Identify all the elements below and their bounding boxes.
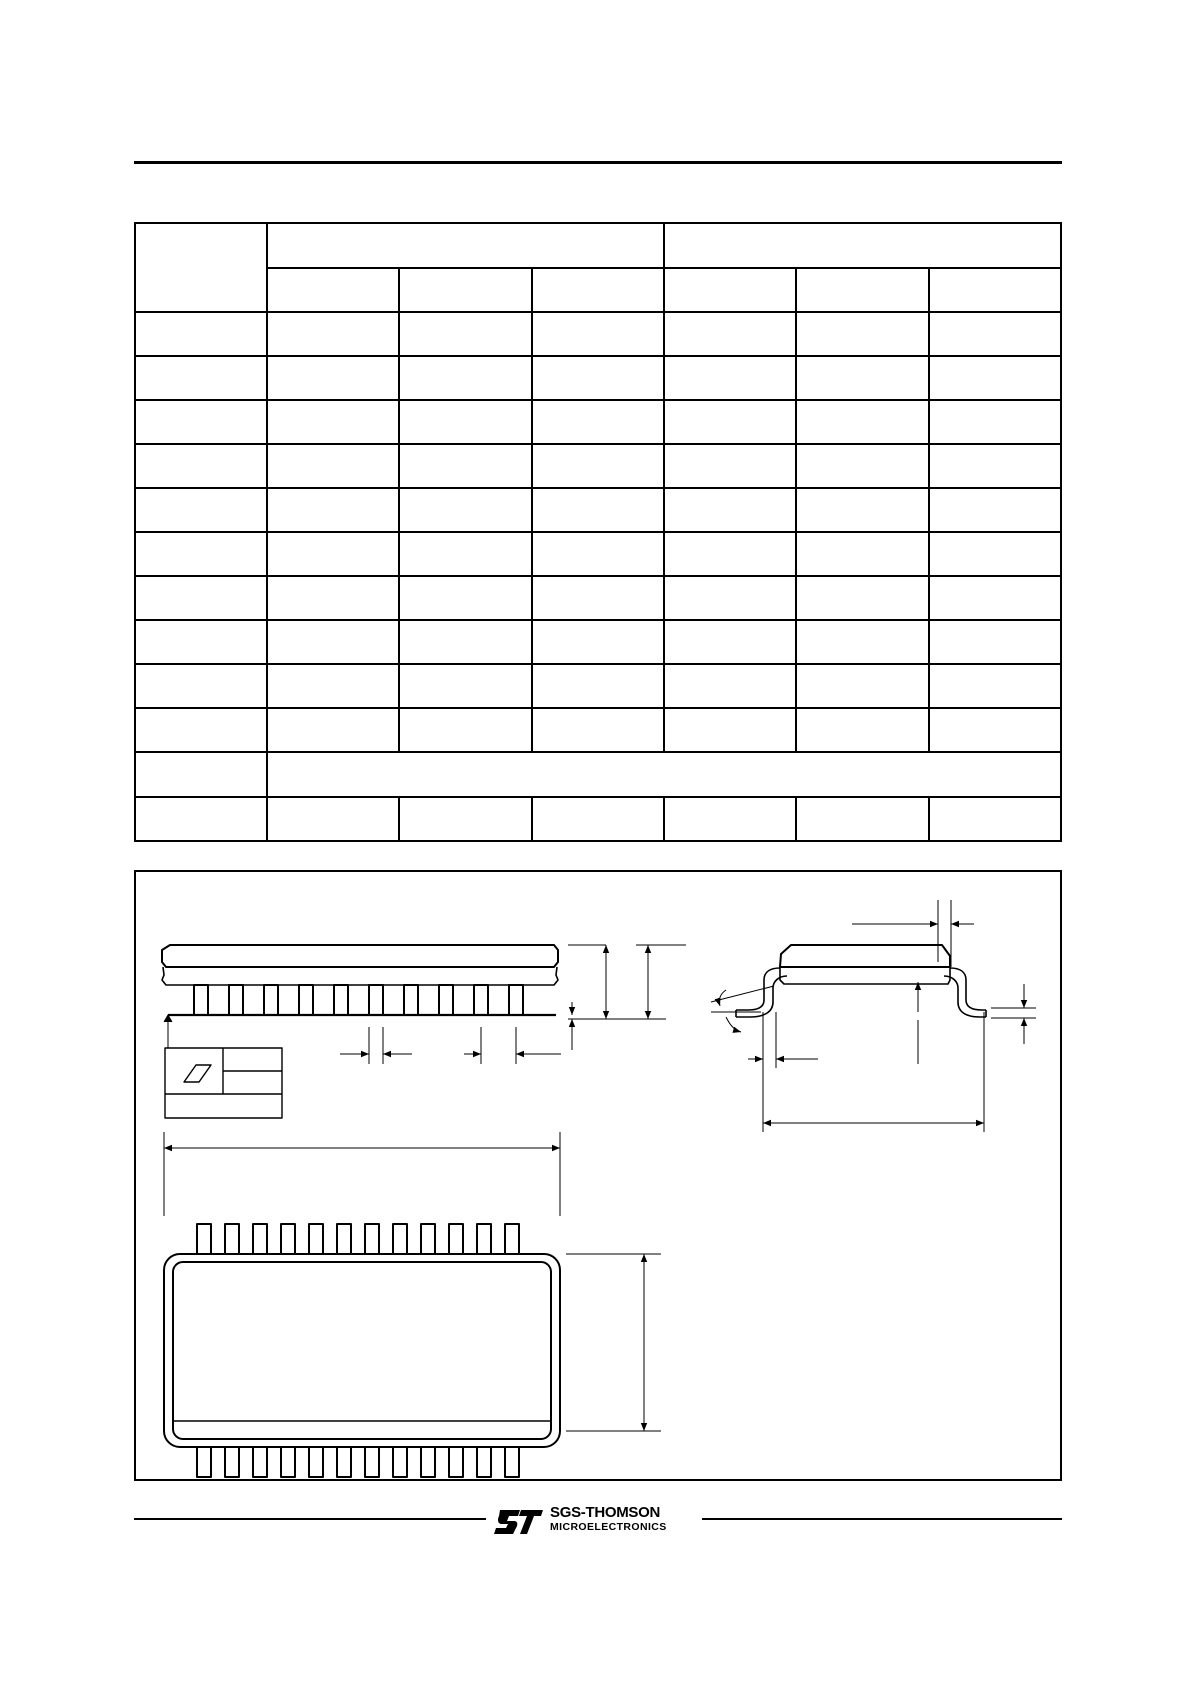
table-cell	[399, 797, 531, 841]
table-cell	[267, 488, 399, 532]
table-cell	[664, 312, 796, 356]
table-cell	[532, 488, 664, 532]
table-row	[135, 532, 1061, 576]
table-cell	[532, 576, 664, 620]
table-cell	[929, 797, 1061, 841]
table-row	[135, 312, 1061, 356]
table-cell	[135, 664, 267, 708]
table-cell	[267, 312, 399, 356]
table-cell	[664, 708, 796, 752]
table-cell	[532, 708, 664, 752]
table-cell	[796, 797, 928, 841]
table-cell	[135, 356, 267, 400]
table-row	[135, 664, 1061, 708]
subheader-cell	[929, 268, 1061, 312]
table-cell	[135, 400, 267, 444]
table-cell	[532, 400, 664, 444]
table-subheader-row	[135, 268, 1061, 312]
table-cell	[267, 620, 399, 664]
table-cell	[399, 708, 531, 752]
footer-rule-right	[702, 1518, 1062, 1520]
table-cell	[532, 444, 664, 488]
table-cell	[929, 400, 1061, 444]
table-cell	[929, 312, 1061, 356]
table-row-merged	[135, 752, 1061, 797]
table-header-row	[135, 223, 1061, 268]
table-cell	[664, 664, 796, 708]
table-cell	[664, 576, 796, 620]
table-cell	[532, 664, 664, 708]
table-cell	[664, 532, 796, 576]
table-cell	[796, 400, 928, 444]
table-cell	[135, 444, 267, 488]
package-outline-drawing	[136, 872, 1060, 1479]
table-cell	[664, 488, 796, 532]
table-cell	[664, 797, 796, 841]
side-leads	[194, 985, 523, 1015]
table-cell	[664, 356, 796, 400]
table-cell	[267, 708, 399, 752]
table-cell	[267, 400, 399, 444]
table-cell	[135, 752, 267, 797]
merged-cell	[267, 752, 1061, 797]
table-cell	[796, 312, 928, 356]
table-row	[135, 400, 1061, 444]
table-cell	[796, 620, 928, 664]
table-cell	[399, 400, 531, 444]
subheader-cell	[267, 268, 399, 312]
table-cell	[135, 708, 267, 752]
table-cell	[399, 620, 531, 664]
table-cell	[664, 400, 796, 444]
table-cell	[399, 312, 531, 356]
subheader-cell	[399, 268, 531, 312]
table-cell	[929, 444, 1061, 488]
table-cell	[267, 664, 399, 708]
table-cell	[796, 708, 928, 752]
end-view	[711, 900, 1036, 1132]
table-cell	[929, 708, 1061, 752]
footer-logo	[494, 1504, 698, 1536]
table-row	[135, 620, 1061, 664]
top-leads-upper	[197, 1224, 519, 1254]
table-row	[135, 488, 1061, 532]
footer-rule-left	[134, 1518, 486, 1520]
table-cell	[664, 620, 796, 664]
table-cell	[135, 620, 267, 664]
table-cell	[267, 532, 399, 576]
table-cell	[135, 312, 267, 356]
st-logo-icon	[494, 1504, 544, 1536]
table-row	[135, 356, 1061, 400]
table-cell	[532, 532, 664, 576]
table-cell	[796, 444, 928, 488]
dimensions-table	[134, 222, 1062, 842]
subheader-cell	[532, 268, 664, 312]
table-cell	[929, 620, 1061, 664]
top-view	[164, 1132, 661, 1477]
table-cell	[135, 532, 267, 576]
table-cell	[664, 444, 796, 488]
top-leads-lower	[197, 1447, 519, 1477]
brand-name: SGS-THOMSON	[550, 1504, 661, 1521]
header-group-inch	[664, 223, 1061, 268]
table-cell	[399, 532, 531, 576]
table-cell	[135, 488, 267, 532]
table-cell	[929, 576, 1061, 620]
table-cell	[929, 532, 1061, 576]
table-cell	[399, 664, 531, 708]
table-cell	[267, 356, 399, 400]
subheader-cell	[796, 268, 928, 312]
table-cell	[796, 576, 928, 620]
table-cell	[532, 356, 664, 400]
table-cell	[929, 356, 1061, 400]
table-cell	[796, 664, 928, 708]
package-drawing-frame	[134, 870, 1062, 1481]
table-cell	[796, 356, 928, 400]
table-cell	[929, 488, 1061, 532]
table-cell	[399, 356, 531, 400]
table-cell	[135, 797, 267, 841]
table-cell	[399, 444, 531, 488]
table-cell	[399, 576, 531, 620]
table-cell	[796, 488, 928, 532]
table-cell	[532, 312, 664, 356]
subheader-cell	[664, 268, 796, 312]
table-cell	[267, 797, 399, 841]
table-cell	[796, 532, 928, 576]
table-cell	[135, 576, 267, 620]
header-rule	[134, 161, 1062, 164]
table-cell	[532, 620, 664, 664]
brand-subline: MICROELECTRONICS	[550, 1521, 667, 1533]
table-row	[135, 576, 1061, 620]
table-row	[135, 797, 1061, 841]
table-cell	[267, 444, 399, 488]
table-row	[135, 444, 1061, 488]
table-cell	[929, 664, 1061, 708]
table-cell	[267, 576, 399, 620]
side-view	[162, 945, 686, 1118]
table-cell	[532, 797, 664, 841]
header-dim-cell	[135, 223, 267, 312]
table-cell	[399, 488, 531, 532]
table-row	[135, 708, 1061, 752]
header-group-mm	[267, 223, 664, 268]
